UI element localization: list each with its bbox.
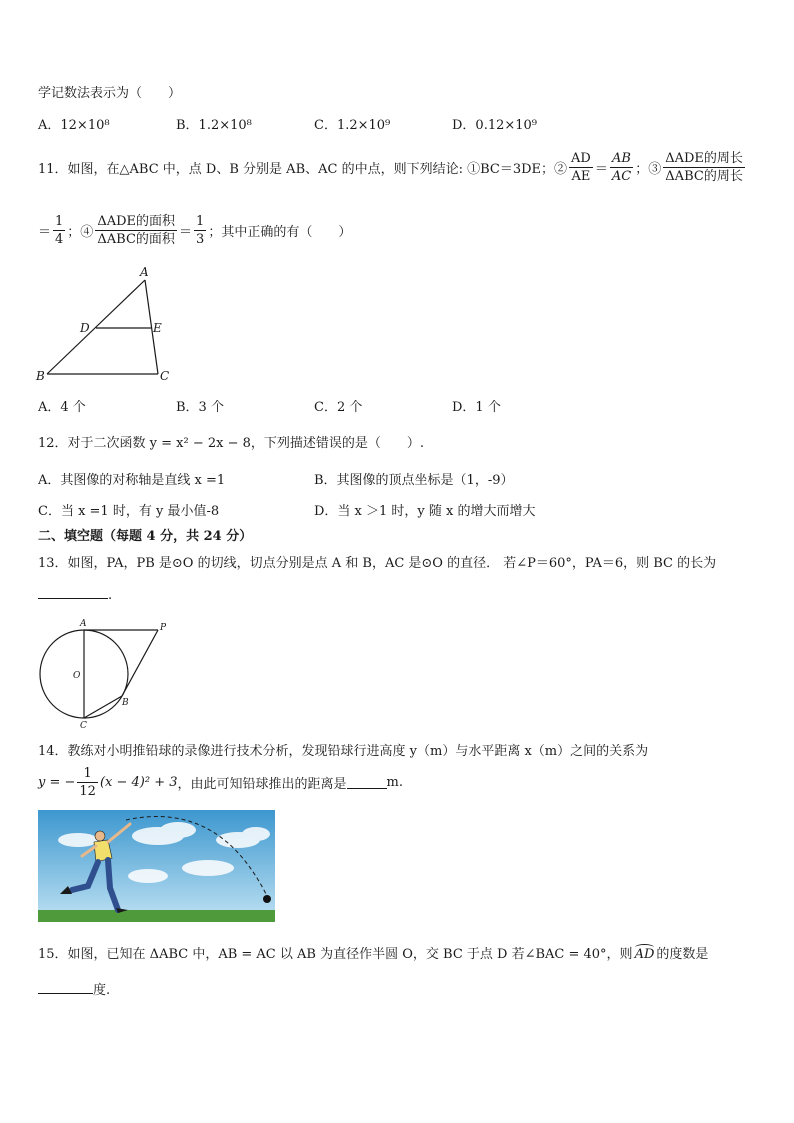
q11-line2-prefix: ＝ <box>38 225 52 240</box>
q11-label-e: E <box>153 321 162 335</box>
q14-frac-den: 12 <box>79 784 96 799</box>
sky-background <box>38 810 275 922</box>
q14-formula-line <box>38 765 403 800</box>
q11-frac-perimeter-den: ΔABC的周长 <box>665 169 743 184</box>
q11-frac-ab-ac <box>610 150 633 185</box>
q15-answer-line <box>38 979 110 998</box>
q14-answer-blank[interactable] <box>347 776 387 789</box>
q11-sep4: ；④ <box>67 225 94 240</box>
q14-formula-suffix: (x − 4)² + 3 <box>99 775 178 790</box>
q11-eq: ＝ <box>594 162 608 177</box>
q11-quarter-num: 1 <box>55 214 64 229</box>
q11-frac-ad-num: AD <box>571 151 591 166</box>
q11-frac-perimeter <box>663 150 745 185</box>
q11-label-a: A <box>140 265 149 279</box>
q11-stem: 11．如图，在△ABC 中，点 D、B 分别是 AB、AC 的中点，则下列结论: ①BC＝3DE；② <box>38 162 568 177</box>
q13-chord-bc <box>84 696 122 718</box>
q13-label-c: C <box>80 721 87 731</box>
q11-frac-ad-ae <box>569 150 593 185</box>
q11-option-c: C．2 个 <box>314 400 363 415</box>
q11-frac-perimeter-num: ΔADE的周长 <box>665 151 743 166</box>
q13-label-o: O <box>73 671 81 681</box>
q10-option-c: C．1.2×10⁹ <box>314 118 391 133</box>
q15-stem-tail: 的度数是 <box>656 947 709 962</box>
q11-third-num: 1 <box>196 214 205 229</box>
q12-option-c: C．当 x =1 时，有 y 最小值-8 <box>38 504 220 519</box>
q15-stem-line <box>38 943 708 962</box>
q14-shot-put-illustration <box>38 810 275 922</box>
q15-stem: 15．如图，已知在 ΔABC 中，AB = AC 以 AB 为直径作半圆 O，交 BC 于点 D 若∠BAC = 40°，则 <box>38 947 633 962</box>
q14-tail-a: ，由此可知铅球推出的距离是 <box>177 777 347 792</box>
q12-option-d: D．当 x ＞1 时，y 随 x 的增大而增大 <box>314 504 536 519</box>
q13-label-p: P <box>160 623 167 633</box>
q10-option-a: A．12×10⁸ <box>38 118 110 133</box>
q14-tail-b: m. <box>386 775 403 790</box>
q13-stem: 13．如图，PA，PB 是⊙O 的切线，切点分别是点 A 和 B，AC 是⊙O 的直径． 若∠P＝60°，PA＝6，则 BC 的长为 <box>38 556 717 571</box>
q14-formula-prefix: y = − <box>38 775 76 790</box>
q15-arc-ad: AD <box>635 947 655 962</box>
q11-frac-ac-den: AC <box>611 169 632 184</box>
grass-ground <box>38 910 275 922</box>
q11-option-d: D．1 个 <box>452 400 501 415</box>
q14-stem: 14．教练对小明推铅球的录像进行技术分析，发现铅球行进高度 y（m）与水平距离 x（m）之间的关系为 <box>38 744 649 759</box>
q12-stem: 12．对于二次函数 y = x² − 2x − 8，下列描述错误的是（ ）. <box>38 436 425 451</box>
shot-put-ball <box>263 895 271 903</box>
q12-option-a: A．其图像的对称轴是直线 x =1 <box>38 473 226 488</box>
q10-option-b: B．1.2×10⁸ <box>176 118 252 133</box>
q11-eq4: ＝ <box>179 225 193 240</box>
q11-frac-area-num: ΔADE的面积 <box>97 214 176 229</box>
q11-frac-third <box>194 213 206 248</box>
q11-side-ab <box>47 280 145 374</box>
q11-frac-quarter <box>53 213 65 248</box>
q13-label-b: B <box>122 698 129 708</box>
q11-option-b: B．3 个 <box>176 400 224 415</box>
q11-frac-area <box>95 213 177 248</box>
q11-option-a: A．4 个 <box>38 400 86 415</box>
q13-answer-blank[interactable] <box>38 586 108 599</box>
q15-tail: 度. <box>93 983 111 998</box>
q13-circle-figure <box>36 616 176 732</box>
q13-tail: . <box>108 588 113 603</box>
q11-frac-area-den: ΔABC的面积 <box>97 232 175 247</box>
q11-line1 <box>38 150 747 185</box>
q10-option-d: D．0.12×10⁹ <box>452 118 538 133</box>
q14-frac-num: 1 <box>77 765 98 783</box>
q13-label-a: A <box>80 619 87 629</box>
q11-label-b: B <box>36 369 45 383</box>
q13-tangent-pb <box>122 630 158 696</box>
q11-triangle-figure <box>32 262 182 386</box>
q11-line2-tail: ；其中正确的有（ ） <box>208 225 352 240</box>
q11-frac-ae-den: AE <box>571 169 591 184</box>
q11-label-c: C <box>160 369 170 383</box>
q11-third-den: 3 <box>196 232 205 247</box>
q10-stem-tail: 学记数法表示为（ ） <box>38 86 182 101</box>
q15-answer-blank[interactable] <box>38 981 93 994</box>
q11-line2 <box>38 213 351 248</box>
q13-answer-line <box>38 586 112 603</box>
q11-quarter-den: 4 <box>55 232 64 247</box>
q11-label-d: D <box>80 321 90 335</box>
q12-option-b: B．其图像的顶点坐标是（1，-9） <box>314 473 514 488</box>
q11-sep3: ；③ <box>635 162 662 177</box>
q11-frac-ab-num: AB <box>610 150 633 168</box>
q14-frac <box>77 765 98 800</box>
section-heading-fill-blank: 二、填空题（每题 4 分，共 24 分） <box>38 529 253 544</box>
